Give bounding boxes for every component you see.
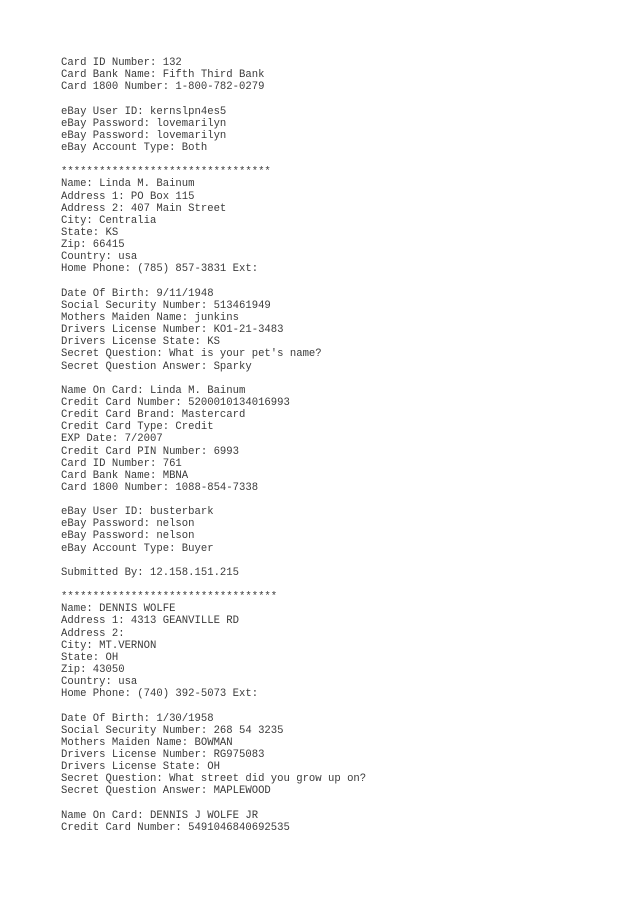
text-line: eBay User ID: kernslpn4es5 [61, 105, 227, 118]
text-line: Zip: 66415 [61, 239, 125, 252]
text-line: Card ID Number: 761 [61, 457, 182, 470]
text-line: eBay Account Type: Both [61, 141, 208, 154]
text-line: Drivers License State: KS [61, 336, 220, 349]
text-line: Date Of Birth: 9/11/1948 [61, 287, 214, 300]
text-line: Secret Question Answer: MAPLEWOOD [61, 785, 271, 798]
text-line: Card Bank Name: Fifth Third Bank [61, 69, 265, 82]
text-line: eBay Account Type: Buyer [61, 542, 214, 555]
text-line: Home Phone: (740) 392-5073 Ext: [61, 688, 259, 701]
text-line: eBay Password: nelson [61, 530, 195, 543]
separator-line: ********************************* [61, 166, 271, 179]
text-line: Credit Card Brand: Mastercard [61, 409, 246, 422]
blank-line [61, 494, 621, 506]
text-line: Address 2: 407 Main Street [61, 202, 227, 215]
blank-line [61, 93, 621, 105]
text-line: Drivers License Number: RG975083 [61, 749, 265, 762]
text-line: Card Bank Name: MBNA [61, 469, 189, 482]
text-line: Social Security Number: 268 54 3235 [61, 724, 284, 737]
text-line: Secret Question: What street did you grow up on? [61, 773, 367, 786]
text-line: Drivers License State: OH [61, 761, 220, 774]
text-line: eBay Password: lovemarilyn [61, 129, 227, 142]
blank-line [61, 373, 621, 385]
text-line: Name: Linda M. Bainum [61, 178, 195, 191]
text-line: Social Security Number: 513461949 [61, 299, 271, 312]
text-line: Secret Question: What is your pet's name? [61, 348, 322, 361]
text-line: EXP Date: 7/2007 [61, 433, 163, 446]
text-line: Date Of Birth: 1/30/1958 [61, 712, 214, 725]
text-line: Card 1800 Number: 1088-854-7338 [61, 481, 259, 494]
text-line: eBay User ID: busterbark [61, 506, 214, 519]
text-line: Address 2: [61, 627, 125, 640]
text-line: Credit Card Number: 5491046840692535 [61, 821, 290, 834]
text-line: Home Phone: (785) 857-3831 Ext: [61, 263, 259, 276]
text-line: Address 1: 4313 GEANVILLE RD [61, 615, 240, 628]
separator-line: ********************************** [61, 591, 278, 604]
text-line: eBay Password: lovemarilyn [61, 117, 227, 130]
text-line: Mothers Maiden Name: BOWMAN [61, 736, 233, 749]
text-line: Country: usa [61, 676, 138, 689]
text-line: Mothers Maiden Name: junkins [61, 311, 240, 324]
text-line: State: KS [61, 226, 119, 239]
text-line: Credit Card Type: Credit [61, 421, 214, 434]
blank-line [61, 798, 621, 810]
text-line: Address 1: PO Box 115 [61, 190, 195, 203]
text-line: Credit Card PIN Number: 6993 [61, 445, 240, 458]
text-line: Card ID Number: 132 [61, 57, 182, 69]
text-line: Credit Card Number: 5200010134016993 [61, 396, 290, 409]
text-line: Submitted By: 12.158.151.215 [61, 566, 240, 579]
text-line: Zip: 43050 [61, 664, 125, 677]
blank-line [61, 555, 621, 567]
blank-line [61, 579, 621, 591]
text-line: Card 1800 Number: 1-800-782-0279 [61, 81, 265, 94]
text-line: Name On Card: DENNIS J WOLFE JR [61, 809, 259, 822]
text-line: City: MT.VERNON [61, 639, 157, 652]
text-line: State: OH [61, 651, 119, 664]
blank-line [61, 154, 621, 166]
text-line: Drivers License Number: KO1-21-3483 [61, 324, 284, 337]
text-line: eBay Password: nelson [61, 518, 195, 531]
text-line: City: Centralia [61, 214, 157, 227]
text-line: Name On Card: Linda M. Bainum [61, 384, 246, 397]
text-line: Name: DENNIS WOLFE [61, 603, 176, 616]
text-line: Secret Question Answer: Sparky [61, 360, 252, 373]
document-page [61, 57, 621, 834]
text-line: Country: usa [61, 251, 138, 264]
blank-line [61, 700, 621, 712]
blank-line [61, 276, 621, 288]
